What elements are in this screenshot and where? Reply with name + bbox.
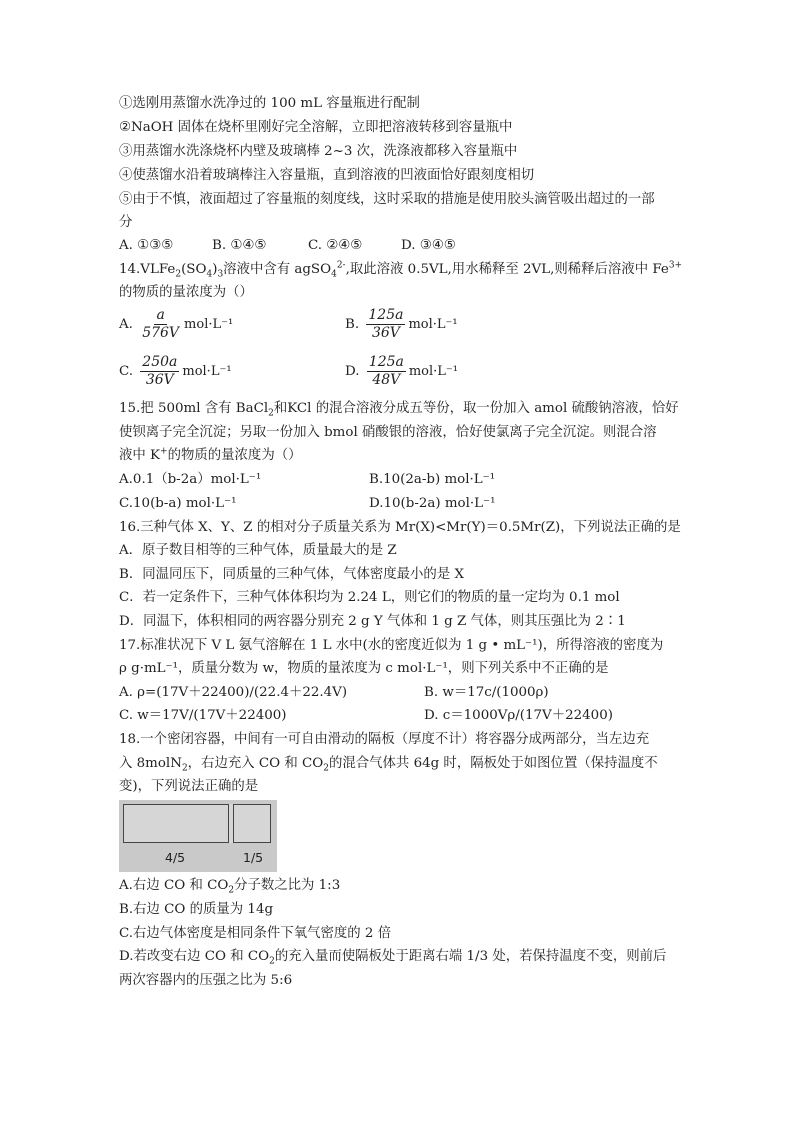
q18-choice-d-line2: 两次容器内的压强之比为 5:6 — [119, 973, 293, 988]
sliding-partition — [228, 804, 234, 843]
q13-item-4: ④使蒸馏水沿着玻璃棒注入容量瓶，直到溶液的凹液面恰好跟刻度相切 — [119, 168, 535, 183]
q17-choice-b: B. w＝17c/(1000ρ) — [424, 685, 549, 700]
fraction: $\frac{250a}{36V}$ — [142, 354, 178, 388]
q18-choice-c: C.右边气体密度是相同条件下氧气密度的 2 倍 — [119, 926, 392, 941]
q15-choice-c: C.10(b-a) mol·L⁻¹ — [119, 496, 237, 511]
q16-choice-b: B．同温同压下，同质量的三种气体，气体密度最小的是 X — [119, 567, 465, 582]
q13-item-5: ⑤由于不慎，液面超过了容量瓶的刻度线，这时采取的措施是使用胶头滴管吸出超过的一部 — [119, 192, 655, 207]
q18-stem-line1: 18.一个密闭容器，中间有一可自由滑动的隔板（厚度不计）将容器分成两部分，当左边充 — [119, 732, 650, 747]
q16-stem: 16.三种气体 X、Y、Z 的相对分子质量关系为 Mr(X)<Mr(Y)＝0.5Mr(Z)，下列说法正确的是 — [119, 520, 681, 535]
q13-item-2: ②NaOH 固体在烧杯里刚好完全溶解，立即把溶液转移到容量瓶中 — [119, 120, 513, 135]
q14-choice-d: D. $\frac{125a}{48V}$ mol·L⁻¹ — [345, 354, 459, 388]
q17-stem-line1: 17.标准状况下 V L 氨气溶解在 1 L 水中(水的密度近似为 1 g • mL⁻¹)，所得溶液的密度为 — [119, 638, 664, 653]
q15-stem-line3: 液中 K+的物质的量浓度为（） — [119, 446, 302, 463]
q15-stem-line1: 15.把 500ml 含有 BaCl$_2$和KCl 的混合溶液分成五等份，取一份加入 amol 硫酸钠溶液，恰好 — [119, 401, 679, 419]
q18-stem-line2: 入 8molN$_2$，右边充入 CO 和 $CO_2$的混合气体共 64g 时，隔板处于如图位置（保持温度不 — [119, 756, 658, 774]
fraction: $\frac{125a}{36V}$ — [368, 307, 404, 341]
container-diagram — [119, 800, 277, 872]
q14-choice-c: C. $\frac{250a}{36V}$ mol·L⁻¹ — [119, 354, 232, 388]
q17-choice-c: C. w＝17V/(17V＋22400) — [119, 708, 287, 723]
q13-item-5-cont: 分 — [119, 215, 133, 230]
q14-stem-line2: 的物质的量浓度为（） — [119, 285, 253, 300]
q16-choice-a: A．原子数目相等的三种气体，质量最大的是 Z — [119, 543, 397, 558]
q15-choice-b: B.10(2a-b) mol·L⁻¹ — [369, 472, 496, 487]
q18-choice-b: B.右边 CO 的质量为 14g — [119, 902, 274, 917]
q18-choice-d-line1: D.若改变右边 CO 和 $CO_2$的充入量而使隔板处于距离右端 1/3 处，若保持温度不变，则前后 — [119, 949, 667, 967]
left-ratio-label: 4/5 — [165, 850, 186, 865]
q13-choice-b: B. ①④⑤ — [212, 238, 267, 253]
q13-item-1: ①选刚用蒸馏水洗净过的 100 mL 容量瓶进行配制 — [119, 96, 420, 111]
q18-choice-a: A.右边 CO 和 $CO_2$分子数之比为 1:3 — [119, 878, 341, 896]
q17-choice-a: A. ρ=(17V＋22400)/(22.4＋22.4V) — [119, 685, 348, 700]
q13-choice-d: D. ③④⑤ — [401, 238, 456, 253]
q15-stem-line2: 使钡离子完全沉淀；另取一份加入 bmol 硝酸银的溶液，恰好使氯离子完全沉淀。则混合溶 — [119, 425, 657, 440]
q13-item-3: ③用蒸馏水洗涤烧杯内壁及玻璃棒 2~3 次，洗涤液都移入容量瓶中 — [119, 144, 518, 159]
q16-choice-c: C．若一定条件下，三种气体体积均为 2.24 L，则它们的物质的量一定均为 0.1 mol — [119, 590, 620, 605]
q15-choice-a: A.0.1（b-2a）mol·L⁻¹ — [119, 472, 262, 487]
fraction: $\frac{125a}{48V}$ — [368, 354, 404, 388]
q13-choice-a: A. ①③⑤ — [119, 238, 174, 253]
q15-choice-d: D.10(b-2a) mol·L⁻¹ — [369, 496, 496, 511]
q17-stem-line2: ρ g·mL⁻¹，质量分数为 w，物质的量浓度为 c mol·L⁻¹，则下列关系中不正确的是 — [119, 661, 609, 676]
q18-stem-line3: 变)，下列说法正确的是 — [119, 779, 259, 794]
q16-choice-d: D．同温下，体积相同的两容器分别充 2 g Y 气体和 1 g Z 气体，则其压强比为 2∶1 — [119, 614, 626, 629]
fraction: $\frac{a}{576V}$ — [142, 307, 180, 341]
right-ratio-label: 1/5 — [243, 850, 264, 865]
q14-choice-b: B. $\frac{125a}{36V}$ mol·L⁻¹ — [345, 307, 458, 341]
q13-choice-c: C. ②④⑤ — [308, 238, 363, 253]
q14-choice-a: A. $\frac{a}{576V}$ mol·L⁻¹ — [119, 307, 234, 341]
q14-stem-line1: $14.VLFe_2(SO_4)_3$溶液中含有 agSO$_4^{2-}$,取此溶液 0.5VL,用水稀释至 2VL,则稀释后溶液中 $Fe^{3+}$ — [119, 260, 683, 280]
container-outline — [123, 804, 271, 843]
q17-choice-d: D. c＝1000Vρ/(17V＋22400) — [424, 708, 613, 723]
